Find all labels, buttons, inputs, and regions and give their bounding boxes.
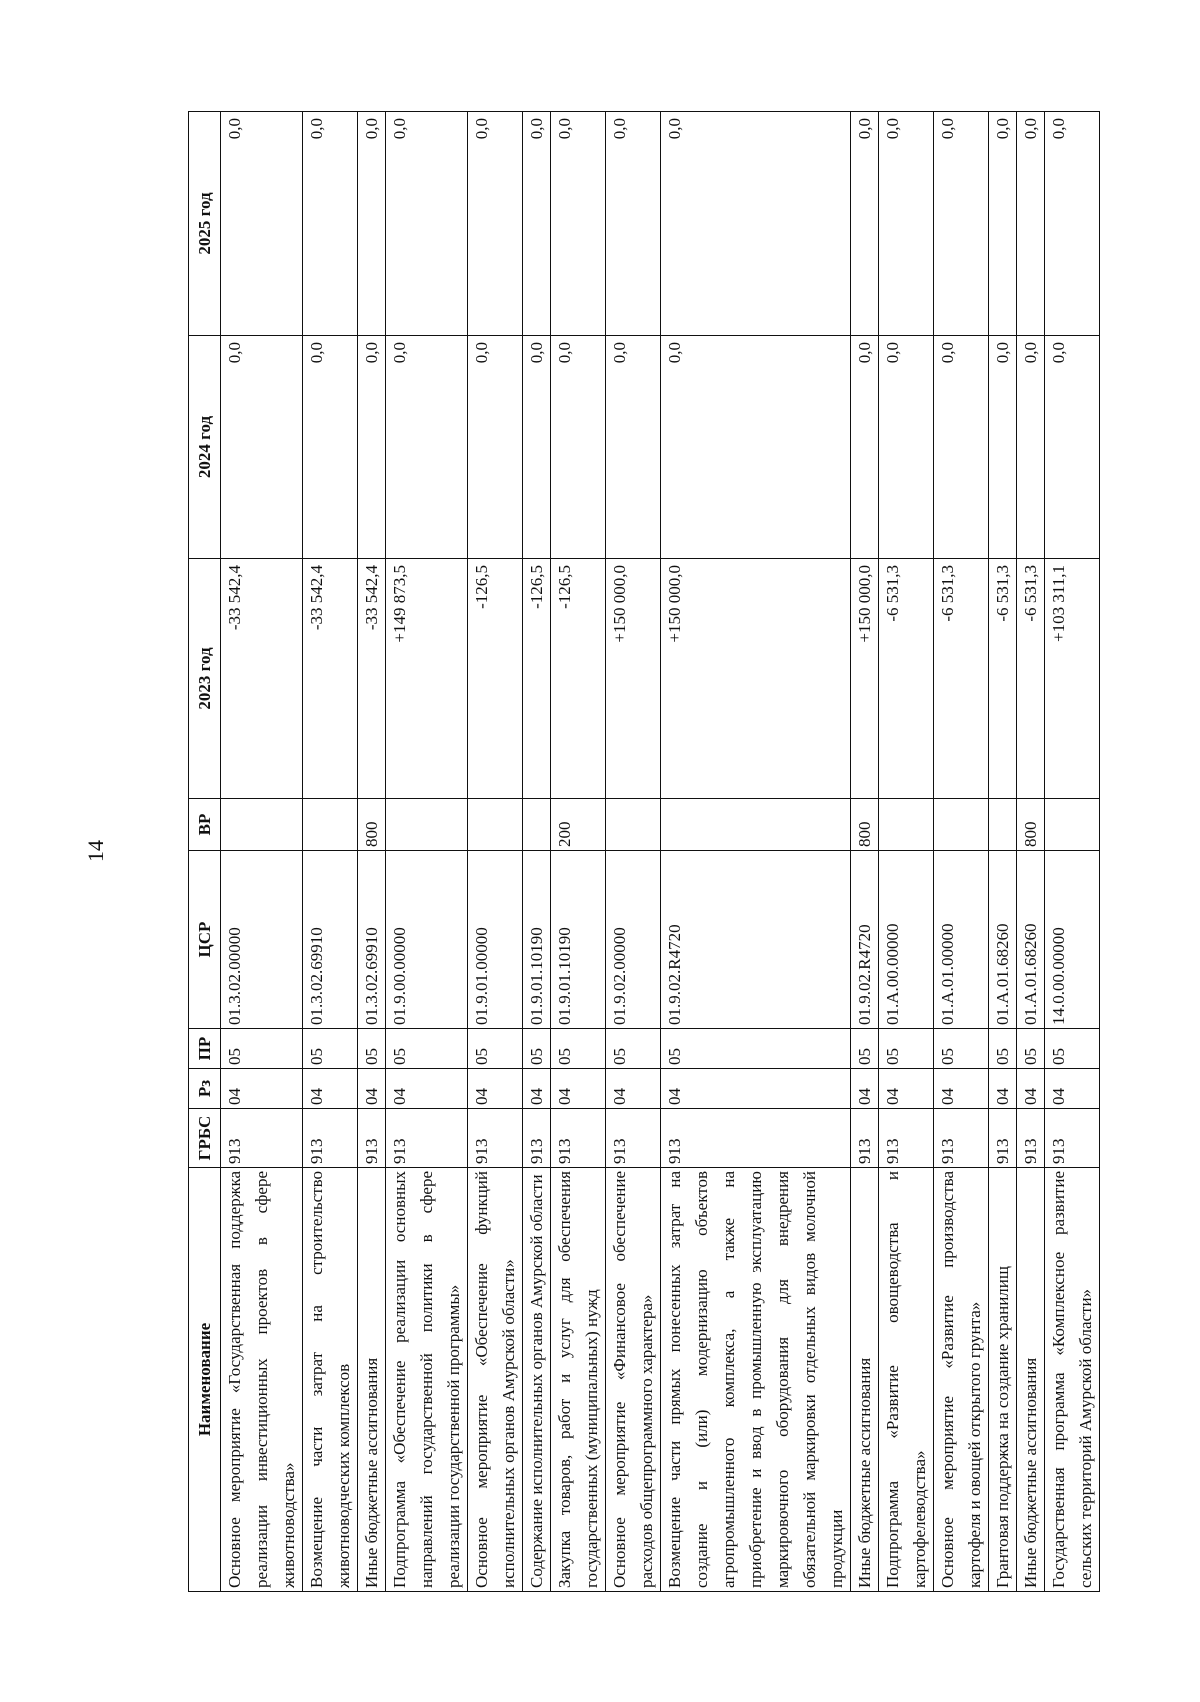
cell-name: Иные бюджетные ассигнования — [851, 1168, 879, 1592]
table-row — [851, 112, 879, 1592]
cell-name: Грантовая поддержка на создание хранилищ — [989, 1168, 1017, 1592]
cell-csr: 01.9.02.R4720 — [851, 851, 879, 1029]
cell-pr: 05 — [1017, 1029, 1045, 1069]
cell-rz: 04 — [551, 1069, 606, 1109]
cell-rz: 04 — [386, 1069, 468, 1109]
cell-2023: -126,5 — [551, 559, 606, 799]
cell-csr: 01.A.01.00000 — [934, 851, 989, 1029]
cell-name: Содержание исполнительных органов Амурской области — [523, 1168, 551, 1592]
cell-vr: 800 — [358, 799, 386, 851]
cell-vr — [468, 799, 523, 851]
table-row — [523, 112, 551, 1592]
cell-csr: 01.9.01.00000 — [468, 851, 523, 1029]
cell-2025: 0,0 — [879, 112, 934, 336]
cell-rz: 04 — [358, 1069, 386, 1109]
cell-2025: 0,0 — [606, 112, 661, 336]
cell-grbs: 913 — [303, 1109, 358, 1168]
header-2024: 2024 год — [189, 336, 221, 559]
cell-csr: 01.3.02.69910 — [358, 851, 386, 1029]
budget-table — [188, 111, 1100, 1592]
cell-2023: -6 531,3 — [989, 559, 1017, 799]
cell-grbs: 913 — [934, 1109, 989, 1168]
cell-grbs: 913 — [851, 1109, 879, 1168]
cell-2023: -126,5 — [523, 559, 551, 799]
cell-pr: 05 — [989, 1029, 1017, 1069]
cell-csr: 14.0.00.00000 — [1045, 851, 1100, 1029]
cell-2023: +150 000,0 — [606, 559, 661, 799]
cell-2024: 0,0 — [851, 336, 879, 559]
cell-2023: -6 531,3 — [879, 559, 934, 799]
cell-2023: +150 000,0 — [661, 559, 851, 799]
cell-2024: 0,0 — [661, 336, 851, 559]
cell-grbs: 913 — [606, 1109, 661, 1168]
cell-2025: 0,0 — [468, 112, 523, 336]
cell-rz: 04 — [303, 1069, 358, 1109]
cell-2024: 0,0 — [1045, 336, 1100, 559]
cell-grbs: 913 — [468, 1109, 523, 1168]
header-2025: 2025 год — [189, 112, 221, 336]
cell-2024: 0,0 — [934, 336, 989, 559]
cell-2025: 0,0 — [934, 112, 989, 336]
cell-2024: 0,0 — [879, 336, 934, 559]
cell-2024: 0,0 — [468, 336, 523, 559]
cell-pr: 05 — [879, 1029, 934, 1069]
table-row — [358, 112, 386, 1592]
table-header-row — [189, 112, 221, 1592]
header-2023: 2023 год — [189, 559, 221, 799]
cell-2023: -6 531,3 — [934, 559, 989, 799]
cell-2024: 0,0 — [221, 336, 303, 559]
cell-name: Возмещение части затрат на строительство животноводческих комплексов — [303, 1168, 358, 1592]
cell-2025: 0,0 — [303, 112, 358, 336]
table-row — [221, 112, 303, 1592]
cell-vr: 800 — [1017, 799, 1045, 851]
cell-csr: 01.A.00.00000 — [879, 851, 934, 1029]
cell-vr — [523, 799, 551, 851]
cell-2024: 0,0 — [989, 336, 1017, 559]
table-row — [1045, 112, 1100, 1592]
cell-pr: 05 — [606, 1029, 661, 1069]
cell-csr: 01.A.01.68260 — [1017, 851, 1045, 1029]
cell-rz: 04 — [523, 1069, 551, 1109]
cell-name: Иные бюджетные ассигнования — [358, 1168, 386, 1592]
cell-csr: 01.9.01.10190 — [523, 851, 551, 1029]
cell-2025: 0,0 — [358, 112, 386, 336]
cell-vr: 800 — [851, 799, 879, 851]
cell-2025: 0,0 — [386, 112, 468, 336]
cell-vr — [879, 799, 934, 851]
table-row — [551, 112, 606, 1592]
cell-name: Основное мероприятие «Обеспечение функций исполнительных органов Амурской области» — [468, 1168, 523, 1592]
cell-rz: 04 — [934, 1069, 989, 1109]
cell-2024: 0,0 — [523, 336, 551, 559]
cell-csr: 01.9.02.R4720 — [661, 851, 851, 1029]
cell-2023: -33 542,4 — [221, 559, 303, 799]
header-pr: ПР — [189, 1029, 221, 1069]
cell-vr — [1045, 799, 1100, 851]
table-row — [879, 112, 934, 1592]
cell-pr: 05 — [661, 1029, 851, 1069]
cell-pr: 05 — [934, 1029, 989, 1069]
cell-vr — [989, 799, 1017, 851]
cell-csr: 01.3.02.69910 — [303, 851, 358, 1029]
cell-grbs: 913 — [989, 1109, 1017, 1168]
cell-rz: 04 — [851, 1069, 879, 1109]
cell-2023: -6 531,3 — [1017, 559, 1045, 799]
cell-name: Основное мероприятие «Развитие производства картофеля и овощей открытого грунта» — [934, 1168, 989, 1592]
cell-name: Основное мероприятие «Финансовое обеспечение расходов общепрограммного характера» — [606, 1168, 661, 1592]
cell-name: Подпрограмма «Обеспечение реализации основных направлений государственной политики в сфере реализации государственной программы» — [386, 1168, 468, 1592]
cell-pr: 05 — [221, 1029, 303, 1069]
cell-csr: 01.A.01.68260 — [989, 851, 1017, 1029]
cell-rz: 04 — [468, 1069, 523, 1109]
cell-2023: +149 873,5 — [386, 559, 468, 799]
table-row — [1017, 112, 1045, 1592]
cell-vr — [661, 799, 851, 851]
cell-name: Основное мероприятие «Государственная поддержка реализации инвестиционных проектов в сфере животноводства» — [221, 1168, 303, 1592]
cell-grbs: 913 — [358, 1109, 386, 1168]
table-row — [303, 112, 358, 1592]
cell-2025: 0,0 — [661, 112, 851, 336]
cell-name: Возмещение части прямых понесенных затрат на создание и (или) модернизацию объектов агропромышленного комплекса, а также на приобретение и ввод в промышленную эксплуатацию маркировочного оборудования для внедрения обязательной маркировки отдельных видов молочной продукции — [661, 1168, 851, 1592]
table-row — [989, 112, 1017, 1592]
cell-grbs: 913 — [551, 1109, 606, 1168]
page-number: 14 — [83, 840, 108, 862]
cell-2025: 0,0 — [1045, 112, 1100, 336]
cell-2023: -126,5 — [468, 559, 523, 799]
cell-2025: 0,0 — [989, 112, 1017, 336]
cell-2023: -33 542,4 — [303, 559, 358, 799]
cell-grbs: 913 — [879, 1109, 934, 1168]
cell-name: Закупка товаров, работ и услуг для обеспечения государственных (муниципальных) нужд — [551, 1168, 606, 1592]
cell-name: Государственная программа «Комплексное развитие сельских территорий Амурской области» — [1045, 1168, 1100, 1592]
table-row — [661, 112, 851, 1592]
cell-pr: 05 — [551, 1029, 606, 1069]
cell-pr: 05 — [851, 1029, 879, 1069]
table-row — [386, 112, 468, 1592]
cell-rz: 04 — [221, 1069, 303, 1109]
cell-2025: 0,0 — [221, 112, 303, 336]
cell-pr: 05 — [1045, 1029, 1100, 1069]
cell-vr — [606, 799, 661, 851]
cell-grbs: 913 — [1017, 1109, 1045, 1168]
cell-rz: 04 — [989, 1069, 1017, 1109]
header-csr: ЦСР — [189, 851, 221, 1029]
cell-vr — [303, 799, 358, 851]
header-vr: ВР — [189, 799, 221, 851]
cell-pr: 05 — [468, 1029, 523, 1069]
cell-rz: 04 — [1017, 1069, 1045, 1109]
table-row — [606, 112, 661, 1592]
cell-pr: 05 — [303, 1029, 358, 1069]
cell-csr: 01.9.00.00000 — [386, 851, 468, 1029]
cell-2025: 0,0 — [851, 112, 879, 336]
cell-grbs: 913 — [1045, 1109, 1100, 1168]
table-row — [934, 112, 989, 1592]
cell-name: Подпрограмма «Развитие овощеводства и картофелеводства» — [879, 1168, 934, 1592]
cell-2025: 0,0 — [551, 112, 606, 336]
cell-rz: 04 — [606, 1069, 661, 1109]
cell-csr: 01.9.02.00000 — [606, 851, 661, 1029]
cell-2025: 0,0 — [1017, 112, 1045, 336]
cell-grbs: 913 — [523, 1109, 551, 1168]
header-rz: Рз — [189, 1069, 221, 1109]
cell-pr: 05 — [358, 1029, 386, 1069]
cell-vr — [221, 799, 303, 851]
cell-grbs: 913 — [221, 1109, 303, 1168]
cell-2023: -33 542,4 — [358, 559, 386, 799]
cell-2024: 0,0 — [303, 336, 358, 559]
cell-2024: 0,0 — [1017, 336, 1045, 559]
cell-rz: 04 — [661, 1069, 851, 1109]
cell-rz: 04 — [1045, 1069, 1100, 1109]
cell-vr — [386, 799, 468, 851]
cell-csr: 01.9.01.10190 — [551, 851, 606, 1029]
cell-2023: +103 311,1 — [1045, 559, 1100, 799]
cell-grbs: 913 — [386, 1109, 468, 1168]
cell-vr — [934, 799, 989, 851]
cell-2024: 0,0 — [551, 336, 606, 559]
cell-2023: +150 000,0 — [851, 559, 879, 799]
cell-2024: 0,0 — [606, 336, 661, 559]
cell-2024: 0,0 — [358, 336, 386, 559]
cell-pr: 05 — [386, 1029, 468, 1069]
cell-rz: 04 — [879, 1069, 934, 1109]
rotated-table-wrapper — [188, 112, 1095, 1592]
cell-vr: 200 — [551, 799, 606, 851]
cell-csr: 01.3.02.00000 — [221, 851, 303, 1029]
cell-pr: 05 — [523, 1029, 551, 1069]
header-name: Наименование — [189, 1168, 221, 1592]
cell-grbs: 913 — [661, 1109, 851, 1168]
cell-name: Иные бюджетные ассигнования — [1017, 1168, 1045, 1592]
cell-2024: 0,0 — [386, 336, 468, 559]
header-grbs: ГРБС — [189, 1109, 221, 1168]
cell-2025: 0,0 — [523, 112, 551, 336]
table-row — [468, 112, 523, 1592]
